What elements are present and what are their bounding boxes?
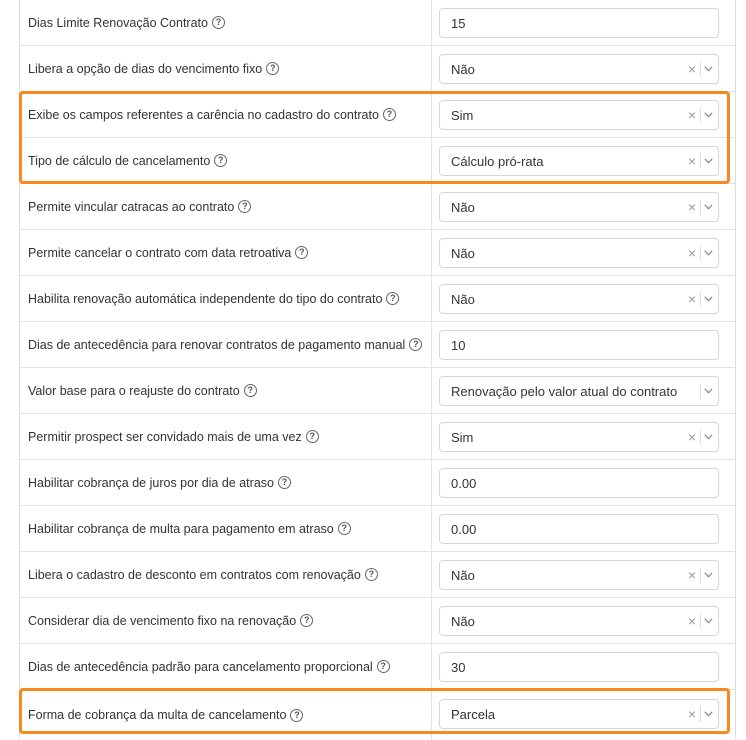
setting-input[interactable] [439, 8, 719, 38]
chevron-down-icon[interactable] [702, 193, 714, 221]
settings-row [20, 276, 735, 322]
chevron-down-icon[interactable] [702, 101, 714, 129]
settings-row [20, 184, 735, 230]
setting-label-text: Libera a opção de dias do vencimento fixo [28, 61, 263, 76]
select-value: Parcela [451, 706, 496, 722]
help-icon[interactable]: ? [377, 660, 390, 673]
select-value: Não [451, 291, 475, 307]
column-divider [431, 276, 432, 321]
help-icon[interactable]: ? [338, 522, 351, 535]
settings-row [20, 368, 735, 414]
clear-icon[interactable]: × [687, 107, 696, 123]
select-separator [700, 153, 701, 169]
column-divider [431, 46, 432, 91]
setting-label-text: Habilita renovação automática independente do tipo do contrato [28, 291, 383, 306]
select-separator [700, 383, 701, 399]
chevron-down-icon[interactable] [702, 285, 714, 313]
clear-icon[interactable]: × [687, 61, 696, 77]
setting-label [28, 414, 319, 459]
setting-select[interactable] [439, 192, 719, 222]
input-value: 15 [451, 15, 466, 31]
setting-label [28, 184, 251, 229]
help-icon[interactable]: ? [238, 200, 251, 213]
column-divider [431, 0, 432, 45]
select-value: Não [451, 567, 475, 583]
help-icon[interactable]: ? [306, 430, 319, 443]
setting-label-text: Considerar dia de vencimento fixo na renovação [28, 613, 297, 628]
setting-label-text: Permite vincular catracas ao contrato [28, 199, 235, 214]
setting-label [28, 276, 399, 321]
settings-table [19, 0, 736, 739]
setting-label-text: Dias Limite Renovação Contrato [28, 15, 208, 30]
setting-select[interactable] [439, 560, 719, 590]
setting-label-text: Forma de cobrança da multa de cancelamento [28, 708, 287, 722]
select-value: Não [451, 199, 475, 215]
setting-label-text: Valor base para o reajuste do contrato [28, 383, 240, 398]
select-separator [700, 613, 701, 629]
clear-icon[interactable]: × [687, 706, 696, 722]
select-value: Não [451, 245, 475, 261]
settings-row [20, 552, 735, 598]
setting-select[interactable] [439, 146, 719, 176]
select-separator [700, 706, 701, 722]
select-separator [700, 61, 701, 77]
setting-input[interactable] [439, 514, 719, 544]
settings-row [20, 230, 735, 276]
column-divider [431, 230, 432, 275]
setting-label [28, 92, 396, 137]
column-divider [431, 690, 432, 740]
setting-label [28, 690, 303, 740]
setting-label-text: Habilitar cobrança de juros por dia de atraso [28, 475, 274, 490]
clear-icon[interactable]: × [687, 567, 696, 583]
setting-label [28, 644, 390, 689]
setting-label-text: Dias de antecedência para renovar contratos de pagamento manual [28, 337, 406, 352]
input-value: 10 [451, 337, 466, 353]
column-divider [431, 506, 432, 551]
help-icon[interactable]: ? [212, 16, 225, 29]
settings-row [20, 92, 735, 138]
column-divider [431, 644, 432, 689]
column-divider [431, 138, 432, 183]
setting-label [28, 506, 351, 551]
setting-label [28, 138, 227, 183]
column-divider [431, 414, 432, 459]
select-value: Não [451, 61, 475, 77]
help-icon[interactable]: ? [244, 384, 257, 397]
clear-icon[interactable]: × [687, 199, 696, 215]
help-icon[interactable]: ? [290, 709, 303, 722]
chevron-down-icon[interactable] [702, 377, 714, 405]
help-icon[interactable]: ? [386, 292, 399, 305]
setting-label-text: Habilitar cobrança de multa para pagamento em atraso [28, 521, 334, 536]
column-divider [431, 552, 432, 597]
clear-icon[interactable]: × [687, 291, 696, 307]
setting-label [28, 0, 225, 45]
clear-icon[interactable]: × [687, 429, 696, 445]
setting-input[interactable] [439, 330, 719, 360]
setting-input[interactable] [439, 652, 719, 682]
select-separator [700, 567, 701, 583]
select-separator [700, 245, 701, 261]
settings-row [20, 460, 735, 506]
help-icon[interactable]: ? [383, 108, 396, 121]
setting-select[interactable] [439, 100, 719, 130]
settings-row [20, 46, 735, 92]
setting-label [28, 460, 291, 505]
setting-select[interactable] [439, 238, 719, 268]
setting-label [28, 46, 279, 91]
setting-select[interactable] [439, 284, 719, 314]
settings-row [20, 0, 735, 46]
clear-icon[interactable]: × [687, 153, 696, 169]
setting-label-text: Permitir prospect ser convidado mais de uma vez [28, 429, 302, 444]
column-divider [431, 598, 432, 643]
settings-row [20, 690, 735, 740]
settings-row [20, 506, 735, 552]
chevron-down-icon[interactable] [702, 55, 714, 83]
select-value: Não [451, 613, 475, 629]
help-icon[interactable]: ? [409, 338, 422, 351]
select-value: Sim [451, 107, 474, 123]
column-divider [431, 460, 432, 505]
setting-label-text: Permite cancelar o contrato com data retroativa [28, 245, 292, 260]
setting-select[interactable] [439, 422, 719, 452]
select-separator [700, 429, 701, 445]
setting-select[interactable] [439, 376, 719, 406]
chevron-down-icon[interactable] [702, 561, 714, 589]
chevron-down-icon[interactable] [702, 239, 714, 267]
setting-select[interactable] [439, 699, 719, 729]
help-icon[interactable]: ? [266, 62, 279, 75]
input-value: 0.00 [451, 521, 477, 537]
setting-label-text: Tipo de cálculo de cancelamento [28, 153, 211, 168]
column-divider [431, 184, 432, 229]
help-icon[interactable]: ? [295, 246, 308, 259]
input-value: 30 [451, 659, 466, 675]
settings-row [20, 414, 735, 460]
setting-label-text: Dias de antecedência padrão para cancelamento proporcional [28, 659, 373, 674]
help-icon[interactable]: ? [214, 154, 227, 167]
setting-label [28, 368, 257, 413]
help-icon[interactable]: ? [365, 568, 378, 581]
setting-label [28, 322, 422, 367]
setting-label [28, 230, 308, 275]
select-value: Sim [451, 429, 474, 445]
select-value: Renovação pelo valor atual do contrato [451, 383, 678, 399]
setting-input[interactable] [439, 468, 719, 498]
help-icon[interactable]: ? [278, 476, 291, 489]
column-divider [431, 368, 432, 413]
clear-icon[interactable]: × [687, 245, 696, 261]
select-separator [700, 199, 701, 215]
setting-label [28, 598, 313, 643]
setting-select[interactable] [439, 606, 719, 636]
settings-row [20, 598, 735, 644]
setting-label-text: Libera o cadastro de desconto em contratos com renovação [28, 567, 361, 582]
select-value: Cálculo pró-rata [451, 153, 544, 169]
input-value: 0.00 [451, 475, 477, 491]
settings-row [20, 322, 735, 368]
clear-icon[interactable]: × [687, 613, 696, 629]
chevron-down-icon[interactable] [702, 700, 714, 728]
chevron-down-icon[interactable] [702, 147, 714, 175]
help-icon[interactable]: ? [300, 614, 313, 627]
settings-row [20, 644, 735, 690]
select-separator [700, 107, 701, 123]
chevron-down-icon[interactable] [702, 423, 714, 451]
setting-select[interactable] [439, 54, 719, 84]
chevron-down-icon[interactable] [702, 607, 714, 635]
column-divider [431, 92, 432, 137]
setting-label-text: Exibe os campos referentes a carência no cadastro do contrato [28, 107, 379, 122]
settings-row [20, 138, 735, 184]
setting-label [28, 552, 378, 597]
select-separator [700, 291, 701, 307]
column-divider [431, 322, 432, 367]
